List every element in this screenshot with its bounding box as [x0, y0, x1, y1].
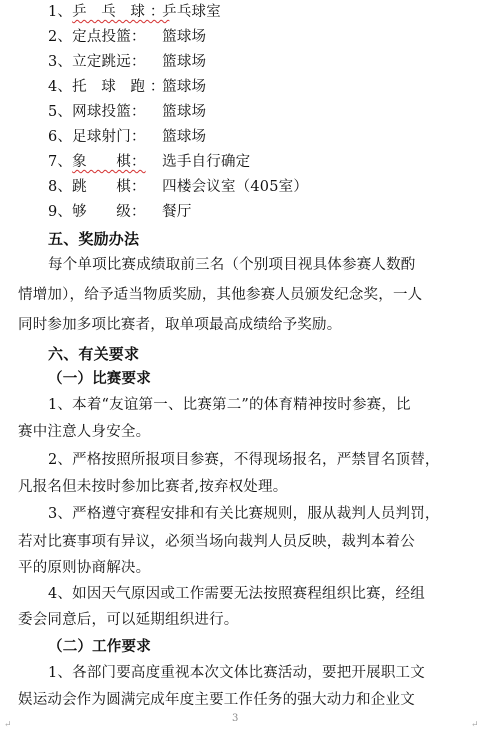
list-item-venue: 篮球场 — [162, 29, 207, 45]
list-item-name: 足球射门： — [72, 129, 146, 145]
paragraph-line: 若对比赛事项有异议，必须当场向裁判人员反映，裁判本着公 — [18, 534, 415, 550]
sub-heading: （一）比赛要求 — [48, 370, 151, 387]
paragraph-line: 每个单项比赛成绩取前三名（个别项目视具体参赛人数酌 — [48, 257, 416, 273]
paragraph-line: 4、如因天气原因或工作需要无法按照赛程组织比赛，经组 — [48, 586, 425, 602]
list-item — [48, 126, 206, 148]
paragraph-line: 1、本着“友谊第一、比赛第二”的体育精神按时参赛，比 — [48, 397, 411, 413]
list-item-name: 象 棋： — [72, 154, 146, 170]
list-item-name: 立定跳远： — [72, 54, 146, 70]
list-item-number: 2、 — [48, 29, 73, 45]
paragraph-line: 2、严格按照所报项目参赛，不得现场报名，严禁冒名顶替， — [48, 452, 440, 468]
list-item — [48, 101, 206, 123]
section-heading: 六、有关要求 — [48, 345, 140, 363]
paragraph-line: 同时参加多项比赛者，取单项最高成绩给予奖励。 — [18, 317, 342, 333]
list-item-name: 够 级： — [72, 204, 146, 220]
paragraph-line: 情增加），给予适当物质奖励，其他参赛人员颁发纪念奖，一人 — [18, 287, 423, 303]
list-item-name: 跳 棋： — [72, 179, 146, 195]
paragraph-line: 赛中注意人身安全。 — [18, 424, 151, 440]
list-item-number: 3、 — [48, 54, 73, 70]
list-item-name: 网球投篮： — [72, 104, 146, 120]
list-item — [48, 26, 206, 48]
section-heading: 五、奖励办法 — [48, 230, 140, 248]
list-item-venue: 篮球场 — [162, 54, 207, 70]
paragraph-line: 3、严格遵守赛程安排和有关比赛规则，服从裁判人员判罚， — [48, 506, 440, 522]
list-item — [48, 76, 206, 98]
list-item-number: 1、 — [48, 4, 73, 20]
paragraph-line: 平的原则协商解决。 — [18, 560, 151, 576]
list-item-name: 定点投篮： — [72, 29, 146, 45]
list-item — [48, 201, 192, 223]
list-item-number: 5、 — [48, 104, 73, 120]
list-item-name: 托 球 跑： — [72, 79, 170, 95]
list-item-number: 7、 — [48, 154, 73, 170]
list-item-venue: 篮球场 — [162, 79, 207, 95]
paragraph-mark: ↵ — [4, 720, 12, 730]
list-item-number: 6、 — [48, 129, 73, 145]
list-item-venue: 选手自行确定 — [162, 154, 251, 170]
paragraph-line: 委会同意后，可以延期组织进行。 — [18, 612, 239, 628]
paragraph-line: 1、各部门要高度重视本次文体比赛活动，要把开展职工文 — [48, 665, 425, 681]
sub-heading: （二）工作要求 — [48, 638, 151, 655]
paragraph-line: 凡报名但未按时参加比赛者,按弃权处理。 — [18, 479, 288, 495]
list-item-venue: 餐厅 — [162, 204, 192, 220]
list-item — [48, 51, 206, 73]
list-item-venue: 四楼会议室（405室） — [162, 179, 309, 195]
list-item-venue: 篮球场 — [162, 104, 207, 120]
paragraph-mark: ↵ — [471, 720, 479, 730]
list-item-venue: 篮球场 — [162, 129, 207, 145]
list-item — [48, 151, 250, 173]
list-item-number: 8、 — [48, 179, 73, 195]
list-item-venue: 乒乓球室 — [162, 4, 221, 20]
paragraph-line: 娱运动会作为圆满完成年度主要工作任务的强大动力和企业文 — [18, 692, 415, 708]
page-number: 3 — [232, 713, 239, 724]
list-item — [48, 176, 308, 198]
list-item — [48, 1, 221, 23]
list-item-number: 4、 — [48, 79, 73, 95]
list-item-name: 乒 乓 球： — [72, 4, 170, 20]
list-item-number: 9、 — [48, 204, 73, 220]
